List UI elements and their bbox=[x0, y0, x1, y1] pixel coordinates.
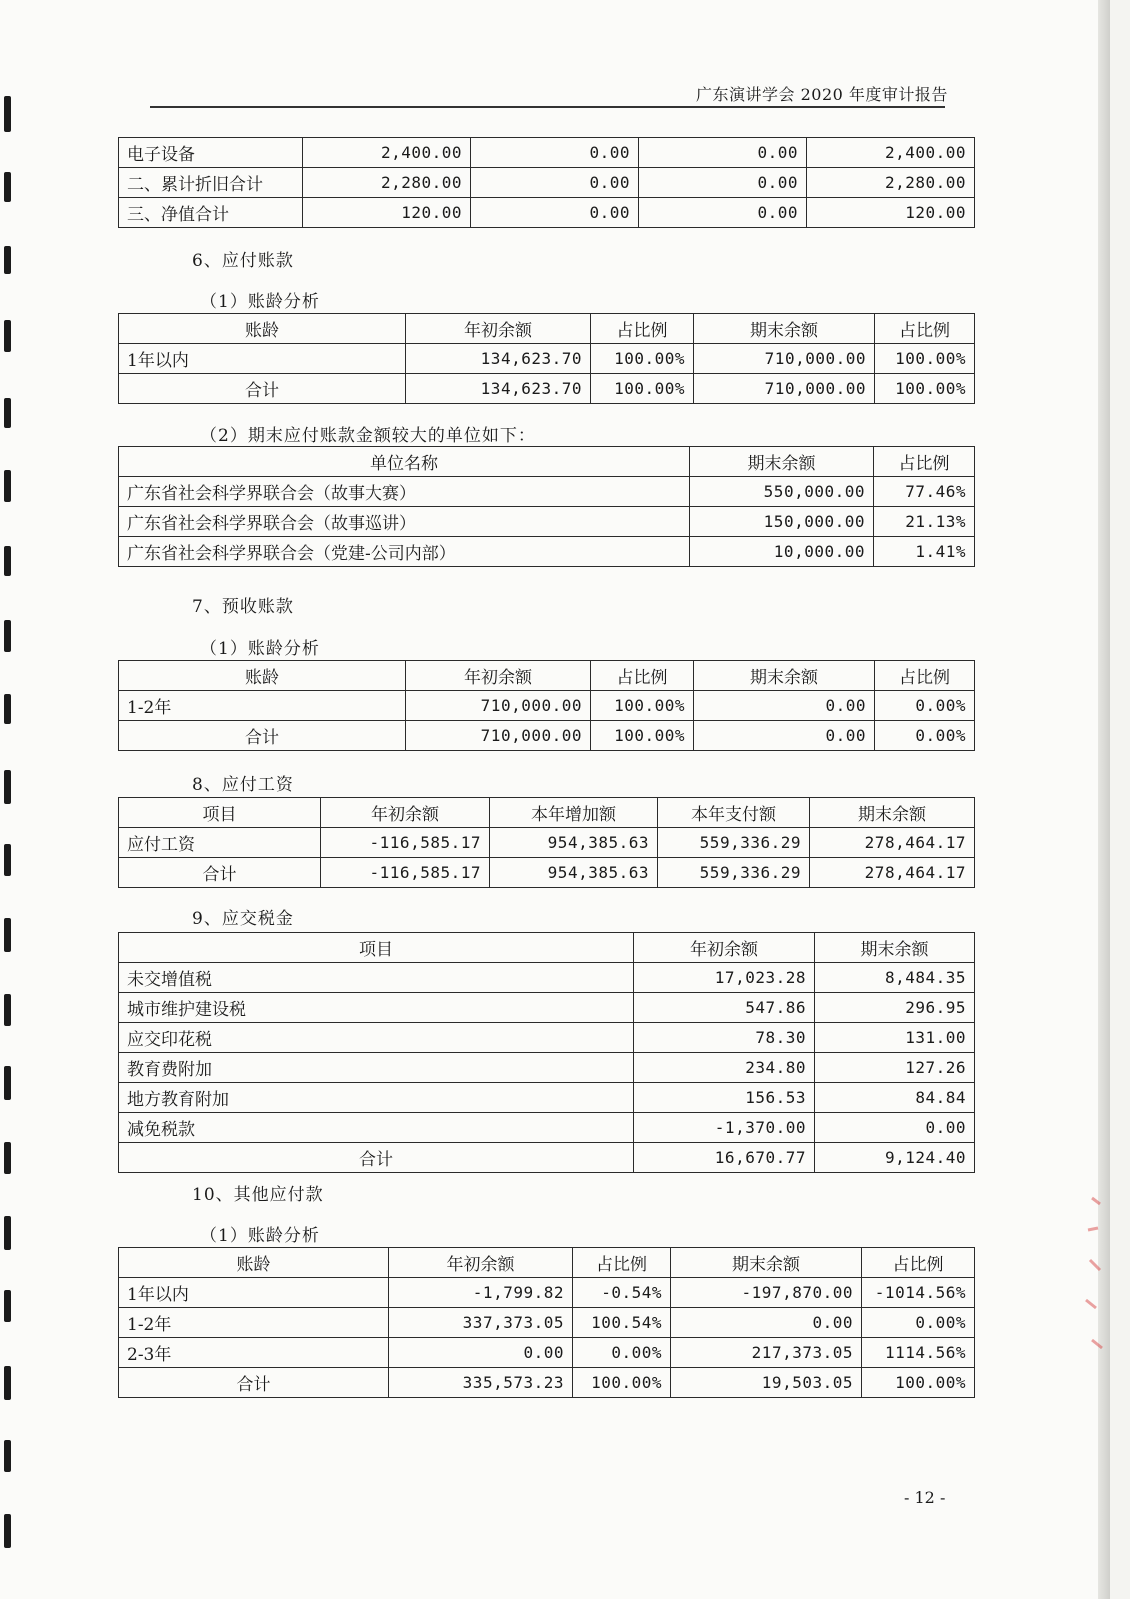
table-total-row bbox=[119, 1368, 975, 1398]
column-header: 账龄 bbox=[119, 1248, 389, 1278]
table-cell: 100.00% bbox=[875, 344, 975, 374]
table-cell: 127.26 bbox=[815, 1053, 975, 1083]
table-cell: 156.53 bbox=[634, 1083, 815, 1113]
table-cell: 710,000.00 bbox=[694, 374, 875, 404]
column-header: 年初余额 bbox=[321, 798, 490, 828]
table-row bbox=[119, 691, 975, 721]
table-cell: 0.00 bbox=[471, 138, 639, 168]
table-row bbox=[119, 1338, 975, 1368]
subsection-title-aging: （1）账龄分析 bbox=[200, 1226, 320, 1246]
report-header-title: 广东演讲学会 2020 年度审计报告 bbox=[696, 85, 948, 104]
column-header: 账龄 bbox=[119, 314, 406, 344]
table-cell: 100.00% bbox=[591, 374, 694, 404]
table-cell: 0.00% bbox=[862, 1308, 975, 1338]
binding-mark bbox=[4, 844, 11, 876]
table-cell: 100.00% bbox=[875, 374, 975, 404]
binding-mark bbox=[4, 320, 11, 352]
section-title-wages-payable: 8、应付工资 bbox=[192, 775, 294, 795]
section-title-advance-receipts: 7、预收账款 bbox=[192, 597, 294, 617]
column-header: 本年支付额 bbox=[658, 798, 810, 828]
table-row bbox=[119, 477, 975, 507]
table-cell: 减免税款 bbox=[119, 1113, 634, 1143]
table-cell: 0.00 bbox=[694, 721, 875, 751]
table-cell: 234.80 bbox=[634, 1053, 815, 1083]
table-cell: 954,385.63 bbox=[490, 828, 658, 858]
red-seal-fragment bbox=[1082, 1190, 1106, 1370]
table-cell: 应付工资 bbox=[119, 828, 321, 858]
subsection-title-aging: （1）账龄分析 bbox=[200, 292, 320, 312]
column-header: 期末余额 bbox=[671, 1248, 862, 1278]
table-cell: 应交印花税 bbox=[119, 1023, 634, 1053]
other-payables-aging-table bbox=[118, 1247, 975, 1398]
table-row bbox=[119, 1308, 975, 1338]
table-cell: -116,585.17 bbox=[321, 828, 490, 858]
table-cell: 1-2年 bbox=[119, 1308, 389, 1338]
table-cell: 559,336.29 bbox=[658, 858, 810, 888]
column-header: 占比例 bbox=[862, 1248, 975, 1278]
table-cell: 100.54% bbox=[573, 1308, 671, 1338]
table-cell: 134,623.70 bbox=[406, 344, 591, 374]
table-cell: 合计 bbox=[119, 721, 406, 751]
binding-mark bbox=[4, 918, 11, 952]
binding-mark bbox=[4, 246, 11, 274]
table-cell: -0.54% bbox=[573, 1278, 671, 1308]
table-cell: 150,000.00 bbox=[690, 507, 874, 537]
table-header-row bbox=[119, 798, 975, 828]
column-header: 项目 bbox=[119, 798, 321, 828]
table-cell: 合计 bbox=[119, 374, 406, 404]
table-row bbox=[119, 1053, 975, 1083]
table-cell: 未交增值税 bbox=[119, 963, 634, 993]
binding-mark bbox=[4, 694, 11, 724]
table-row bbox=[119, 537, 975, 567]
major-payable-units-table bbox=[118, 446, 975, 567]
table-cell: 100.00% bbox=[573, 1368, 671, 1398]
table-cell: 9,124.40 bbox=[815, 1143, 975, 1173]
column-header: 占比例 bbox=[591, 661, 694, 691]
column-header: 占比例 bbox=[573, 1248, 671, 1278]
binding-mark bbox=[4, 770, 11, 804]
table-cell: 100.00% bbox=[591, 721, 694, 751]
table-cell: 278,464.17 bbox=[810, 858, 975, 888]
table-cell: 100.00% bbox=[591, 344, 694, 374]
table-cell: 二、累计折旧合计 bbox=[119, 168, 303, 198]
column-header: 单位名称 bbox=[119, 447, 690, 477]
binding-mark bbox=[4, 398, 11, 428]
table-row bbox=[119, 963, 975, 993]
table-cell: 0.00 bbox=[815, 1113, 975, 1143]
table-cell: 131.00 bbox=[815, 1023, 975, 1053]
table-cell: 559,336.29 bbox=[658, 828, 810, 858]
table-cell: 77.46% bbox=[874, 477, 975, 507]
column-header: 占比例 bbox=[875, 314, 975, 344]
column-header: 年初余额 bbox=[406, 661, 591, 691]
table-cell: 0.00 bbox=[639, 168, 807, 198]
table-cell: 合计 bbox=[119, 1368, 389, 1398]
table-cell: 0.00 bbox=[471, 198, 639, 228]
table-cell: -116,585.17 bbox=[321, 858, 490, 888]
table-row bbox=[119, 138, 975, 168]
table-cell: 296.95 bbox=[815, 993, 975, 1023]
table-cell: 1年以内 bbox=[119, 344, 406, 374]
table-cell: -1,799.82 bbox=[389, 1278, 573, 1308]
column-header: 占比例 bbox=[591, 314, 694, 344]
table-header-row bbox=[119, 447, 975, 477]
table-row bbox=[119, 1113, 975, 1143]
table-cell: 100.00% bbox=[591, 691, 694, 721]
table-cell: 地方教育附加 bbox=[119, 1083, 634, 1113]
taxes-payable-table bbox=[118, 932, 975, 1173]
table-row bbox=[119, 1023, 975, 1053]
table-total-row bbox=[119, 858, 975, 888]
binding-mark bbox=[4, 1514, 11, 1548]
table-row bbox=[119, 1083, 975, 1113]
column-header: 期末余额 bbox=[810, 798, 975, 828]
table-cell: 0.00 bbox=[671, 1308, 862, 1338]
table-cell: -197,870.00 bbox=[671, 1278, 862, 1308]
table-cell: 0.00 bbox=[389, 1338, 573, 1368]
table-cell: 337,373.05 bbox=[389, 1308, 573, 1338]
table-cell: 217,373.05 bbox=[671, 1338, 862, 1368]
column-header: 本年增加额 bbox=[490, 798, 658, 828]
table-row bbox=[119, 198, 975, 228]
table-row bbox=[119, 1278, 975, 1308]
table-cell: 城市维护建设税 bbox=[119, 993, 634, 1023]
table-cell: 84.84 bbox=[815, 1083, 975, 1113]
table-cell: 广东省社会科学界联合会（故事大赛） bbox=[119, 477, 690, 507]
table-cell: 广东省社会科学界联合会（故事巡讲） bbox=[119, 507, 690, 537]
binding-mark bbox=[4, 96, 11, 132]
table-cell: 1.41% bbox=[874, 537, 975, 567]
header-rule bbox=[150, 106, 945, 108]
table-cell: -1014.56% bbox=[862, 1278, 975, 1308]
binding-mark bbox=[4, 470, 11, 502]
table-cell: 710,000.00 bbox=[694, 344, 875, 374]
table-cell: 1年以内 bbox=[119, 1278, 389, 1308]
table-cell: 教育费附加 bbox=[119, 1053, 634, 1083]
column-header: 年初余额 bbox=[406, 314, 591, 344]
section-title-other-payables: 10、其他应付款 bbox=[192, 1185, 324, 1205]
table-row bbox=[119, 344, 975, 374]
binding-mark bbox=[4, 1366, 11, 1400]
table-cell: 0.00% bbox=[875, 721, 975, 751]
table-cell: 2,280.00 bbox=[303, 168, 471, 198]
table-cell: 1114.56% bbox=[862, 1338, 975, 1368]
table-cell: 710,000.00 bbox=[406, 691, 591, 721]
table-cell: 2,280.00 bbox=[807, 168, 975, 198]
table-cell: 710,000.00 bbox=[406, 721, 591, 751]
table-cell: 2,400.00 bbox=[303, 138, 471, 168]
table-cell: 547.86 bbox=[634, 993, 815, 1023]
column-header: 期末余额 bbox=[694, 314, 875, 344]
table-cell: 278,464.17 bbox=[810, 828, 975, 858]
binding-mark bbox=[4, 1066, 11, 1100]
table-total-row bbox=[119, 1143, 975, 1173]
table-cell: 21.13% bbox=[874, 507, 975, 537]
subsection-title-major-units: （2）期末应付账款金额较大的单位如下： bbox=[200, 426, 536, 446]
table-cell: 10,000.00 bbox=[690, 537, 874, 567]
table-cell: 2,400.00 bbox=[807, 138, 975, 168]
table-cell: 0.00 bbox=[694, 691, 875, 721]
column-header: 账龄 bbox=[119, 661, 406, 691]
binding-mark bbox=[4, 546, 11, 576]
table-cell: 134,623.70 bbox=[406, 374, 591, 404]
table-cell: 电子设备 bbox=[119, 138, 303, 168]
table-cell: 1-2年 bbox=[119, 691, 406, 721]
table-cell: 三、净值合计 bbox=[119, 198, 303, 228]
table-cell: 0.00% bbox=[875, 691, 975, 721]
column-header: 年初余额 bbox=[634, 933, 815, 963]
table-cell: 335,573.23 bbox=[389, 1368, 573, 1398]
table-cell: 8,484.35 bbox=[815, 963, 975, 993]
table-header-row bbox=[119, 1248, 975, 1278]
table-row bbox=[119, 168, 975, 198]
table-cell: 合计 bbox=[119, 1143, 634, 1173]
binding-mark bbox=[4, 994, 11, 1026]
table-cell: 120.00 bbox=[807, 198, 975, 228]
advance-receipts-aging-table bbox=[118, 660, 975, 751]
subsection-title-aging: （1）账龄分析 bbox=[200, 639, 320, 659]
binding-mark bbox=[4, 1142, 11, 1174]
page-number: - 12 - bbox=[904, 1488, 946, 1507]
column-header: 期末余额 bbox=[694, 661, 875, 691]
column-header: 期末余额 bbox=[690, 447, 874, 477]
table-cell: 0.00 bbox=[639, 138, 807, 168]
table-total-row bbox=[119, 721, 975, 751]
column-header: 期末余额 bbox=[815, 933, 975, 963]
table-cell: 0.00 bbox=[471, 168, 639, 198]
binding-mark bbox=[4, 620, 11, 652]
table-cell: 100.00% bbox=[862, 1368, 975, 1398]
table-header-row bbox=[119, 661, 975, 691]
table-header-row bbox=[119, 933, 975, 963]
accounts-payable-aging-table bbox=[118, 313, 975, 404]
table-cell: 19,503.05 bbox=[671, 1368, 862, 1398]
binding-mark bbox=[4, 1216, 11, 1250]
table-row bbox=[119, 828, 975, 858]
table-row bbox=[119, 993, 975, 1023]
fixed-assets-table bbox=[118, 137, 975, 228]
table-cell: 120.00 bbox=[303, 198, 471, 228]
table-cell: 0.00 bbox=[639, 198, 807, 228]
section-title-accounts-payable: 6、应付账款 bbox=[192, 251, 294, 271]
table-header-row bbox=[119, 314, 975, 344]
table-cell: 16,670.77 bbox=[634, 1143, 815, 1173]
section-title-taxes-payable: 9、应交税金 bbox=[192, 909, 294, 929]
table-cell: 合计 bbox=[119, 858, 321, 888]
table-cell: -1,370.00 bbox=[634, 1113, 815, 1143]
table-cell: 954,385.63 bbox=[490, 858, 658, 888]
column-header: 占比例 bbox=[875, 661, 975, 691]
binding-mark bbox=[4, 1440, 11, 1472]
table-row bbox=[119, 507, 975, 537]
binding-mark bbox=[4, 172, 11, 202]
table-cell: 17,023.28 bbox=[634, 963, 815, 993]
column-header: 年初余额 bbox=[389, 1248, 573, 1278]
table-cell: 2-3年 bbox=[119, 1338, 389, 1368]
column-header: 占比例 bbox=[874, 447, 975, 477]
binding-mark bbox=[4, 1290, 11, 1322]
column-header: 项目 bbox=[119, 933, 634, 963]
binding-holes bbox=[0, 0, 20, 1599]
table-total-row bbox=[119, 374, 975, 404]
wages-payable-table bbox=[118, 797, 975, 888]
table-cell: 0.00% bbox=[573, 1338, 671, 1368]
table-cell: 78.30 bbox=[634, 1023, 815, 1053]
table-cell: 550,000.00 bbox=[690, 477, 874, 507]
table-cell: 广东省社会科学界联合会（党建-公司内部） bbox=[119, 537, 690, 567]
